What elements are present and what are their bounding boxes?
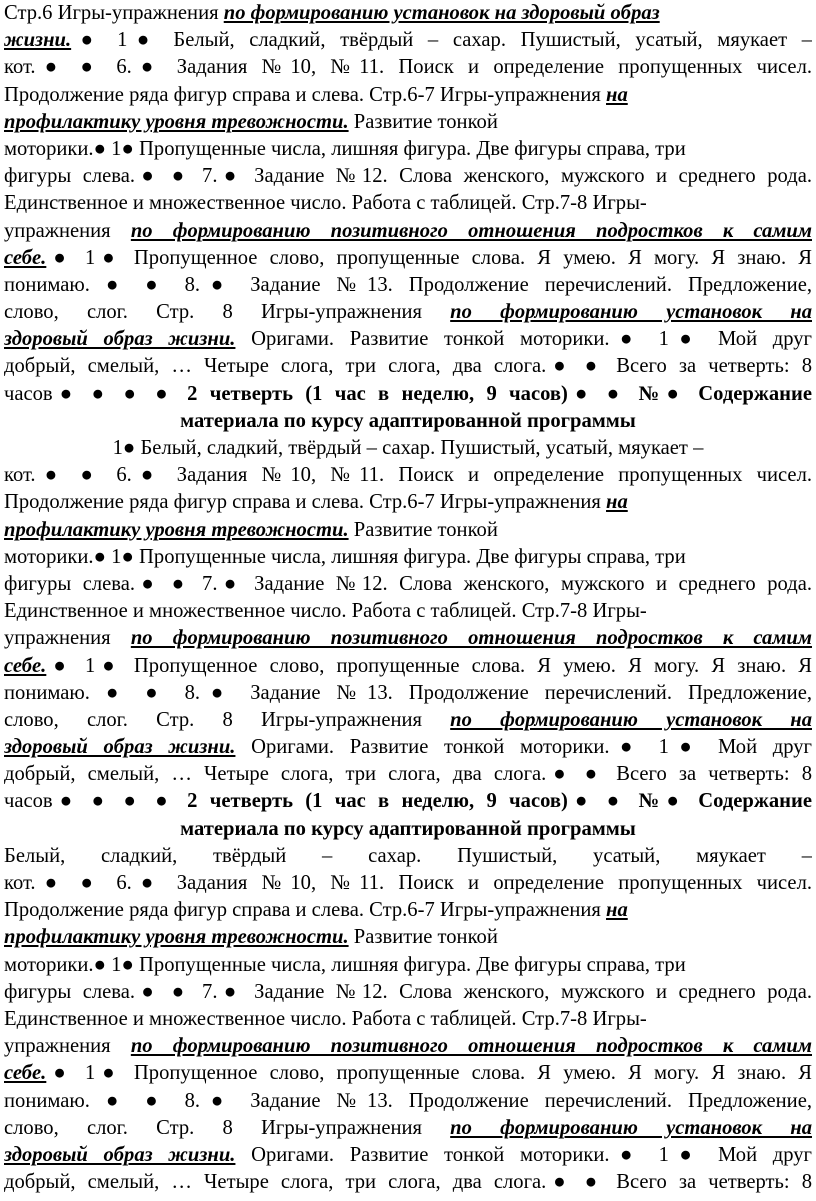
- body-text: понимаю. ● ● 8.● Задание №13. Продолжение перечислений. Предложение,: [4, 1089, 812, 1112]
- text-line: [4, 408, 812, 435]
- body-text: Белый, сладкий, твёрдый – сахар. Пушистый, усатый, мяукает –: [4, 844, 812, 867]
- text-line: [4, 979, 812, 1006]
- emphasized-topic: на: [606, 491, 628, 514]
- text-line: [4, 82, 812, 109]
- body-text: моторики.● 1● Пропущенные числа, лишняя фигура. Две фигуры справа, три: [4, 137, 686, 160]
- emphasized-topic: себе.: [4, 246, 47, 269]
- emphasized-topic: по формированию установок на: [450, 1116, 812, 1139]
- text-line: [4, 0, 812, 27]
- body-text: кот.● ● 6.● Задания №10, №11. Поиск и определение пропущенных чисел.: [4, 56, 812, 79]
- emphasized-topic: по формированию позитивного отношения подростков к самим: [130, 219, 812, 242]
- emphasized-topic: профилактику уровня тревожности.: [4, 518, 349, 541]
- body-text: добрый, смелый, … Четыре слога, три слога, два слога.● ● Всего за четверть: 8: [4, 763, 812, 786]
- text-block: [4, 843, 812, 1196]
- text-line: [4, 1006, 812, 1033]
- emphasized-topic: профилактику уровня тревожности.: [4, 110, 349, 133]
- text-block: [4, 0, 812, 435]
- text-line: [4, 1088, 812, 1115]
- bold-heading-text: материала по курсу адаптированной программы: [180, 409, 636, 432]
- body-text: ● 1● Белый, сладкий, твёрдый – сахар. Пушистый, усатый, мяукает –: [71, 29, 812, 52]
- body-text: ● 1● Пропущенное слово, пропущенные слова. Я умею. Я могу. Я знаю. Я: [46, 246, 812, 269]
- text-line: [4, 625, 812, 652]
- body-text: Единственное и множественное число. Работа с таблицей. Стр.7-8 Игры-: [4, 600, 647, 623]
- text-line: [4, 1115, 812, 1142]
- text-line: [4, 190, 812, 217]
- body-text: понимаю. ● ● 8.● Задание №13. Продолжение перечислений. Предложение,: [4, 681, 812, 704]
- text-line: [4, 1033, 812, 1060]
- body-text: Оригами. Развитие тонкой моторики.● 1● Мой друг: [235, 736, 812, 759]
- text-line: [4, 517, 812, 544]
- body-text: ● 1● Пропущенное слово, пропущенные слова. Я умею. Я могу. Я знаю. Я: [46, 654, 812, 677]
- body-text: моторики.● 1● Пропущенные числа, лишняя фигура. Две фигуры справа, три: [4, 953, 686, 976]
- body-text: ● 1● Пропущенное слово, пропущенные слова. Я умею. Я могу. Я знаю. Я: [46, 1062, 812, 1085]
- body-text: фигуры слева.● ● 7.● Задание №12. Слова женского, мужского и среднего рода.: [4, 165, 812, 188]
- body-text: добрый, смелый, … Четыре слога, три слога, два слога.● ● Всего за четверть: 8: [4, 1171, 812, 1194]
- emphasized-topic: по формированию позитивного отношения подростков к самим: [130, 1035, 812, 1058]
- text-line: [4, 952, 812, 979]
- document-page: [4, 0, 812, 1196]
- body-text: Единственное и множественное число. Работа с таблицей. Стр.7-8 Игры-: [4, 192, 647, 215]
- text-line: [4, 544, 812, 571]
- emphasized-topic: на: [606, 899, 628, 922]
- emphasized-topic: здоровый образ жизни.: [4, 736, 236, 759]
- body-text: 1● Белый, сладкий, твёрдый – сахар. Пушистый, усатый, мяукает –: [112, 437, 704, 459]
- text-line: [4, 218, 812, 245]
- bold-heading-text: материала по курсу адаптированной программы: [180, 817, 636, 840]
- text-line: [4, 843, 812, 870]
- bold-heading-text: 2 четверть (1 час в неделю, 9 часов)● ● №● Содержание: [187, 382, 812, 405]
- text-line: [4, 435, 812, 462]
- emphasized-topic: по формированию установок на здоровый образ: [223, 2, 660, 24]
- text-line: [4, 462, 812, 489]
- body-text: Продолжение ряда фигур справа и слева. Стр.6-7 Игры-упражнения: [4, 899, 607, 922]
- text-line: [4, 816, 812, 843]
- body-text: моторики.● 1● Пропущенные числа, лишняя фигура. Две фигуры справа, три: [4, 545, 686, 568]
- text-line: [4, 163, 812, 190]
- text-line: [4, 326, 812, 353]
- body-text: слово, слог. Стр. 8 Игры-упражнения: [4, 708, 451, 731]
- text-line: [4, 897, 812, 924]
- text-line: [4, 734, 812, 761]
- body-text: кот.● ● 6.● Задания №10, №11. Поиск и определение пропущенных чисел.: [4, 464, 812, 487]
- text-line: [4, 598, 812, 625]
- emphasized-topic: здоровый образ жизни.: [4, 328, 236, 351]
- body-text: Оригами. Развитие тонкой моторики.● 1● Мой друг: [235, 328, 812, 351]
- text-block: [4, 435, 812, 843]
- text-line: [4, 1060, 812, 1087]
- body-text: Продолжение ряда фигур справа и слева. Стр.6-7 Игры-упражнения: [4, 83, 607, 106]
- body-text: слово, слог. Стр. 8 Игры-упражнения: [4, 301, 451, 324]
- body-text: упражнения: [4, 627, 131, 650]
- body-text: упражнения: [4, 219, 131, 242]
- body-text: кот.● ● 6.● Задания №10, №11. Поиск и определение пропущенных чисел.: [4, 872, 812, 894]
- emphasized-topic: себе.: [4, 1062, 47, 1085]
- body-text: фигуры слева.● ● 7.● Задание №12. Слова женского, мужского и среднего рода.: [4, 980, 812, 1003]
- text-line: [4, 653, 812, 680]
- text-line: [4, 870, 812, 897]
- emphasized-topic: по формированию установок на: [450, 708, 812, 731]
- body-text: упражнения: [4, 1035, 131, 1058]
- body-text: фигуры слева.● ● 7.● Задание №12. Слова женского, мужского и среднего рода.: [4, 572, 812, 595]
- body-text: Продолжение ряда фигур справа и слева. Стр.6-7 Игры-упражнения: [4, 491, 607, 514]
- body-text: понимаю. ● ● 8.● Задание №13. Продолжение перечислений. Предложение,: [4, 273, 812, 296]
- body-text: Развитие тонкой: [348, 926, 498, 949]
- text-line: [4, 245, 812, 272]
- text-line: [4, 54, 812, 81]
- emphasized-topic: по формированию позитивного отношения подростков к самим: [130, 627, 812, 650]
- text-line: [4, 489, 812, 516]
- body-text: Оригами. Развитие тонкой моторики.● 1● Мой друг: [235, 1143, 812, 1166]
- text-line: [4, 136, 812, 163]
- text-line: [4, 109, 812, 136]
- text-line: [4, 1169, 812, 1196]
- text-line: [4, 299, 812, 326]
- text-line: [4, 27, 812, 54]
- text-line: [4, 272, 812, 299]
- body-text: слово, слог. Стр. 8 Игры-упражнения: [4, 1116, 451, 1139]
- body-text: Развитие тонкой: [348, 110, 498, 133]
- body-text: Стр.6 Игры-упражнения: [4, 2, 224, 24]
- body-text: добрый, смелый, … Четыре слога, три слога, два слога.● ● Всего за четверть: 8: [4, 355, 812, 378]
- body-text: Единственное и множественное число. Работа с таблицей. Стр.7-8 Игры-: [4, 1007, 647, 1030]
- emphasized-topic: здоровый образ жизни.: [4, 1143, 236, 1166]
- text-line: [4, 788, 812, 815]
- text-line: [4, 353, 812, 380]
- bold-heading-text: 2 четверть (1 час в неделю, 9 часов)● ● №● Содержание: [187, 790, 812, 813]
- emphasized-topic: по формированию установок на: [450, 301, 812, 324]
- body-text: часов● ● ● ●: [4, 790, 188, 813]
- body-text: Развитие тонкой: [348, 518, 498, 541]
- body-text: часов● ● ● ●: [4, 382, 188, 405]
- text-line: [4, 707, 812, 734]
- text-line: [4, 924, 812, 951]
- text-line: [4, 1142, 812, 1169]
- emphasized-topic: на: [606, 83, 628, 106]
- emphasized-topic: жизни.: [4, 29, 72, 52]
- text-line: [4, 761, 812, 788]
- text-line: [4, 680, 812, 707]
- emphasized-topic: себе.: [4, 654, 47, 677]
- text-line: [4, 381, 812, 408]
- emphasized-topic: профилактику уровня тревожности.: [4, 926, 349, 949]
- text-line: [4, 571, 812, 598]
